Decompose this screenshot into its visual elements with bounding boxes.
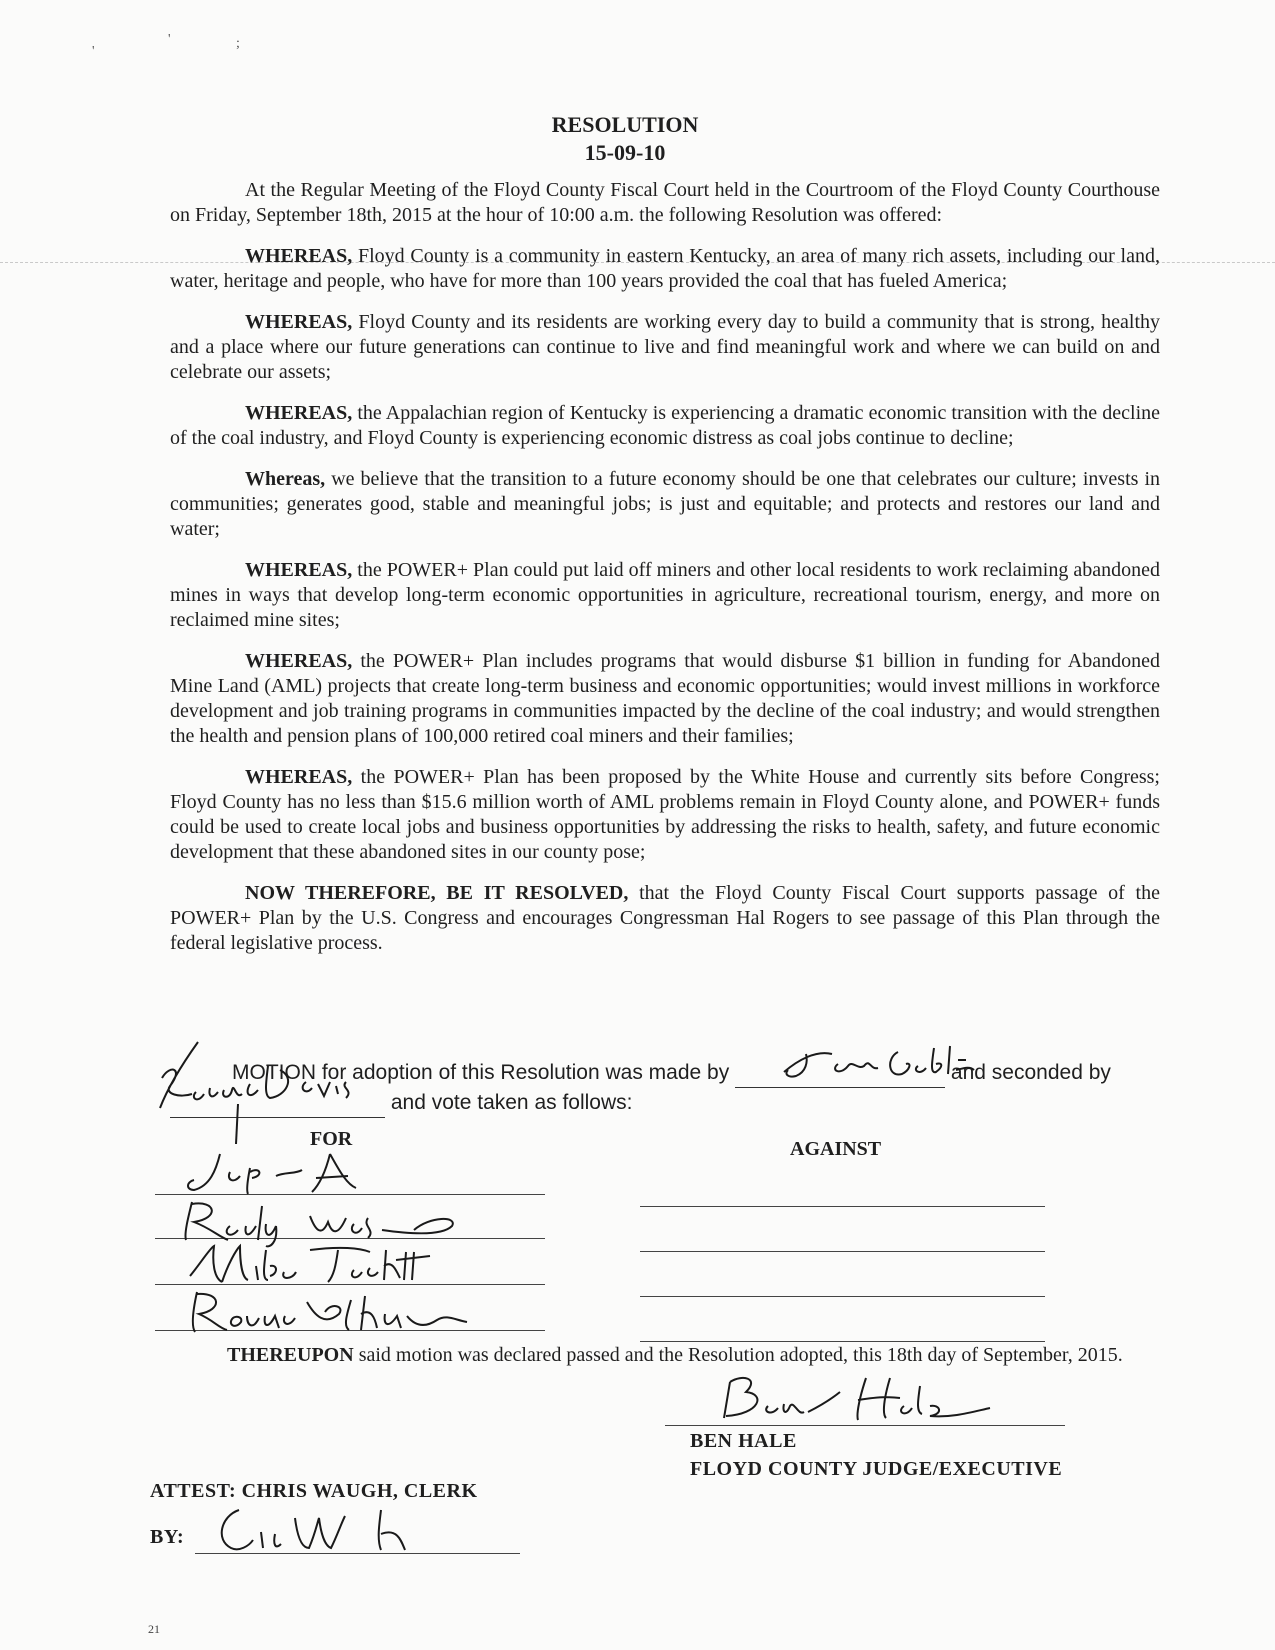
seconded-by-name [0,0,1,1]
moved-by-name [0,0,1,1]
judge-signature-line [665,1425,1065,1426]
resolved-clause: NOW THEREFORE, BE IT RESOLVED, that the Floyd County Fiscal Court supports passage of the POWER+ Plan by the U.S. Congress and encourages Congressman Hal Rogers to see passage of this Plan through the federal legislative process. [170,882,1160,954]
for-column-label: FOR [310,1128,353,1150]
clause-7: WHEREAS, the POWER+ Plan has been proposed by the White House and currently sits before Congress; Floyd County has no less than $15.6 million worth of AML problems remain in Floyd County alone, and POWER+ funds could be used to create local jobs and business opportunities by addressing the risks to health, safety, and future economic development that these abandoned sites in our county pose; [170,766,1160,863]
against-signature-line-2 [640,1251,1045,1252]
judge-title: FLOYD COUNTY JUDGE/EXECUTIVE [690,1458,1063,1480]
against-signature-line-3 [640,1296,1045,1297]
against-column-label: AGAINST [790,1138,882,1160]
resolution-title: RESOLUTION [551,112,699,137]
moved-by-signature [778,1040,978,1084]
clause-1: WHEREAS, Floyd County is a community in eastern Kentucky, an area of many rich assets, including our land, water, heritage and people, who have for more than 100 years provided the coal that has fueled America; [170,245,1160,292]
thereupon-paragraph: THEREUPON said motion was declared passed and the Resolution adopted, this 18th day of September, 2015. [227,1344,1123,1366]
resolution-body [170,178,1160,972]
for-signature-3 [170,1240,470,1292]
seconded-by-signature [140,1038,400,1148]
page-number: 21 [148,1622,160,1636]
clause-4: Whereas, we believe that the transition to a future economy should be one that celebrates our culture; invests in communities; generates good, stable and meaningful jobs; is just and equitable; and protects and restores our land and water; [170,468,1160,540]
for-signature-4 [175,1286,495,1342]
motion-statement: MOTION for adoption of this Resolution was made by and seconded by and vote taken as follows: [170,1058,1170,1118]
clause-5: WHEREAS, the POWER+ Plan could put laid off miners and other local residents to work reclaiming abandoned mines in ways that develop long-term economic opportunities in agriculture, recreational tourism, energy, and more on reclaimed mine sites; [170,559,1160,631]
scan-speck: ' [168,32,171,47]
attest-by-label: BY: [150,1526,185,1548]
attest-label: ATTEST: CHRIS WAUGH, CLERK [150,1480,478,1502]
clause-2: WHEREAS, Floyd County and its residents are working every day to build a community that is strong, healthy and a place where our future generations can continue to live and find meaningful work and where we can build on and celebrate our assets; [170,311,1160,383]
clerk-signature [205,1504,425,1556]
judge-name: BEN HALE [690,1430,797,1452]
clause-6: WHEREAS, the POWER+ Plan includes programs that would disburse $1 billion in funding for Abandoned Mine Land (AML) projects that create long-term business and economic opportunities; would invest millions in workforce development and job training programs in communities impacted by the decline of the coal industry; and would strengthen the health and pension plans of 100,000 retired coal miners and their families; [170,650,1160,747]
clause-3: WHEREAS, the Appalachian region of Kentucky is experiencing a dramatic economic transition with the decline of the coal industry, and Floyd County is experiencing economic distress as coal jobs continue to decline; [170,402,1160,449]
for-signature-1 [180,1150,400,1198]
resolution-number: 15-09-10 [584,140,666,165]
scan-speck: ; [236,36,240,51]
intro-paragraph: At the Regular Meeting of the Floyd County Fiscal Court held in the Courtroom of the Floyd County Courthouse on Friday, September 18th, 2015 at the hour of 10:00 a.m. the following Resolution was offered: [170,179,1160,226]
against-signature-line-4 [640,1341,1045,1342]
scan-speck: ' [92,44,95,59]
against-signature-line-1 [640,1206,1045,1207]
